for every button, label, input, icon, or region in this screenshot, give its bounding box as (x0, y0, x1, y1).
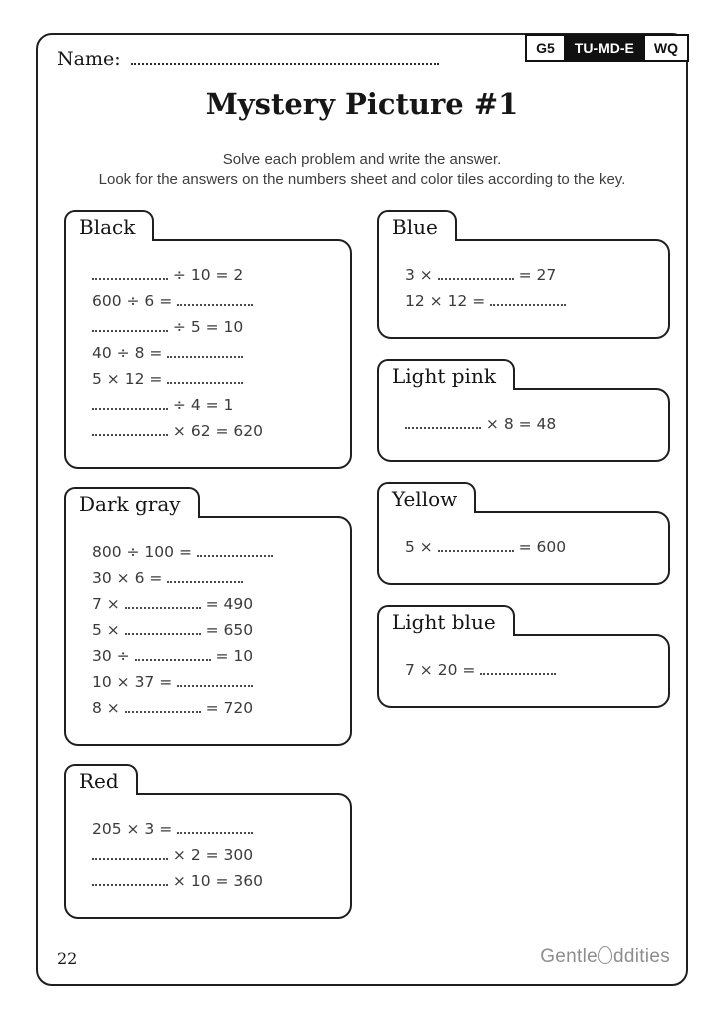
folder-body (64, 239, 352, 469)
badge-type: WQ (645, 36, 687, 60)
problem-line: 40 ÷ 8 = (92, 340, 342, 366)
problem-line: × 2 = 300 (92, 842, 342, 868)
folder-light-blue (377, 605, 670, 708)
folder-body (377, 388, 670, 462)
page-border (36, 33, 688, 986)
brand-suffix: ddities (612, 946, 670, 967)
problem-line: 7 × 20 = (405, 657, 660, 683)
answer-blank (125, 620, 201, 635)
problem-line: 8 × = 720 (92, 699, 254, 717)
folder-body (377, 511, 670, 585)
folder-tab-label: Light pink (377, 359, 515, 390)
answer-blank (197, 542, 273, 557)
problem-line: 12 × 12 = (405, 288, 660, 314)
problem-line: 5 × = 600 (405, 538, 567, 556)
answer-blank (167, 343, 243, 358)
folder-tab-label: Red (64, 764, 138, 795)
folder-tab-label: Black (64, 210, 154, 241)
instruction-line-2: Look for the answers on the numbers sheet and color tiles according to the key. (98, 171, 626, 188)
instruction-line-1: Solve each problem and write the answer. (222, 151, 502, 168)
problem-line: ÷ 4 = 1 (92, 392, 342, 418)
instructions (38, 150, 686, 190)
problem-line: 205 × 3 = (92, 816, 342, 842)
folder-tab-label: Light blue (377, 605, 515, 636)
problem-line: 3 × = 27 (405, 266, 557, 284)
answer-blank (177, 672, 253, 687)
answer-blank (177, 819, 253, 834)
problem-line: 600 ÷ 6 = (92, 288, 342, 314)
column-right (377, 210, 670, 728)
page-title: Mystery Picture #1 (205, 87, 519, 121)
answer-blank (92, 421, 168, 436)
badge-code: TU-MD-E (564, 36, 645, 60)
name-blank-line (131, 48, 439, 65)
problem-line: ÷ 10 = 2 (92, 262, 342, 288)
answer-blank (438, 265, 514, 280)
folder-blue (377, 210, 670, 339)
folder-body (377, 634, 670, 708)
folder-body (64, 793, 352, 919)
answer-blank (480, 660, 556, 675)
problem-line: 5 × 12 = (92, 366, 342, 392)
problem-line: 10 × 37 = (92, 669, 342, 695)
answer-blank (135, 646, 211, 661)
answer-blank (167, 568, 243, 583)
problem-line: × 62 = 620 (92, 418, 342, 444)
folder-yellow (377, 482, 670, 585)
egg-o-icon (598, 946, 612, 964)
folder-tab-label: Yellow (377, 482, 476, 513)
brand-prefix: Gentle (540, 946, 598, 967)
answer-blank (125, 594, 201, 609)
folder-red (64, 764, 352, 919)
badge-group (525, 34, 689, 62)
folder-tab-label: Dark gray (64, 487, 200, 518)
problem-line: 7 × = 490 (92, 595, 254, 613)
problem-line: 30 ÷ = 10 (92, 647, 254, 665)
answer-blank (125, 698, 201, 713)
badge-grade: G5 (527, 36, 564, 60)
column-left (64, 210, 352, 937)
folder-body (64, 516, 352, 746)
problem-line: × 10 = 360 (92, 868, 342, 894)
folder-body (377, 239, 670, 339)
answer-blank (92, 317, 168, 332)
problem-line: 800 ÷ 100 = (92, 539, 342, 565)
folder-light-pink (377, 359, 670, 462)
answer-blank (92, 845, 168, 860)
answer-blank (438, 537, 514, 552)
page-number: 22 (57, 949, 78, 968)
problem-line: 30 × 6 = (92, 565, 342, 591)
answer-blank (405, 414, 481, 429)
brand-logo (540, 946, 670, 968)
problem-line: × 8 = 48 (405, 411, 660, 437)
problem-line: 5 × = 650 (92, 621, 254, 639)
folder-dark-gray (64, 487, 352, 746)
answer-blank (92, 871, 168, 886)
problem-line: ÷ 5 = 10 (92, 314, 342, 340)
folder-tab-label: Blue (377, 210, 457, 241)
answer-blank (177, 291, 253, 306)
name-row (57, 48, 439, 70)
answer-blank (92, 265, 168, 280)
answer-blank (92, 395, 168, 410)
name-label: Name: (57, 48, 121, 70)
answer-blank (490, 291, 566, 306)
answer-blank (167, 369, 243, 384)
folder-black (64, 210, 352, 469)
